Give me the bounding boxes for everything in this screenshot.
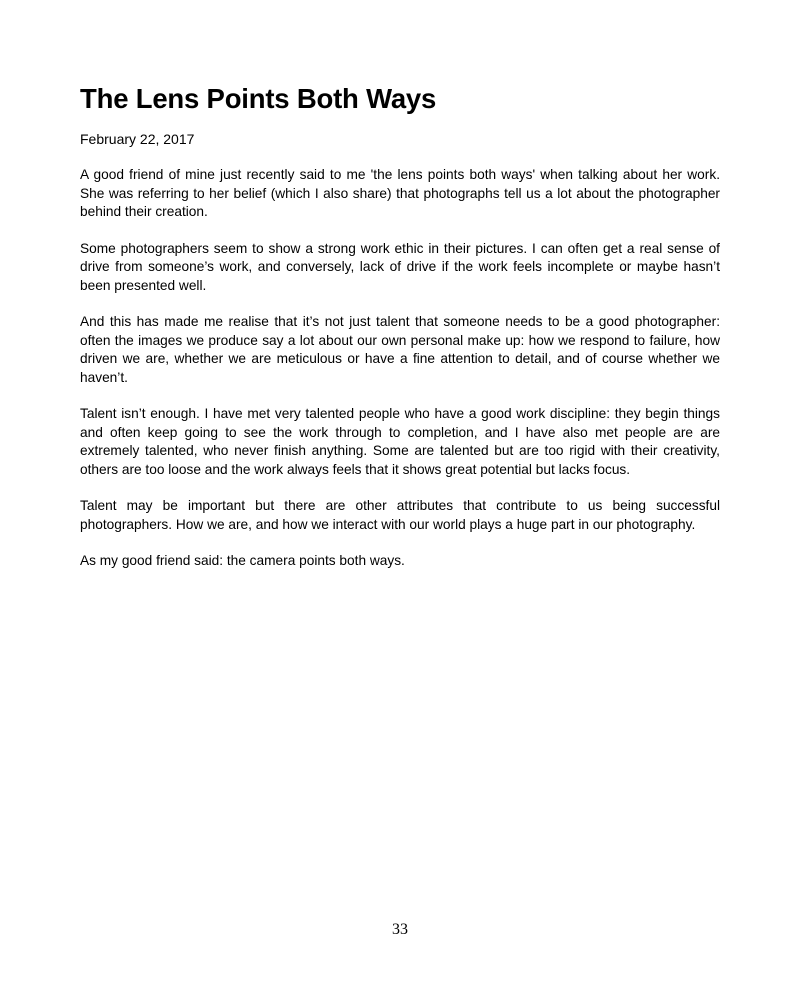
paragraph-1: A good friend of mine just recently said to me 'the lens points both ways' when talking about her work. She was referring to her belief (which I also share) that photographs tell us a lot about the photographer behind their creation. bbox=[80, 167, 720, 219]
paragraph-4: Talent isn’t enough. I have met very talented people who have a good work discipline: they begin things and often keep going to see the work through to completion, and I have also met people are are extremely talented, who never finish anything. Some are talented but are too rigid with their creativity, others are too loose and the work always feels that it shows great potential but lacks focus. bbox=[80, 406, 720, 477]
paragraph-2: Some photographers seem to show a strong work ethic in their pictures. I can often get a real sense of drive from someone’s work, and conversely, lack of drive if the work feels incomplete or maybe hasn’t been presented well. bbox=[80, 240, 720, 293]
article bbox=[80, 82, 720, 589]
page-number: 33 bbox=[392, 921, 408, 938]
article-body bbox=[80, 166, 720, 571]
paragraph-6: As my good friend said: the camera points both ways. bbox=[80, 553, 405, 568]
paragraph-5: Talent may be important but there are other attributes that contribute to us being successful photographers. How we are, and how we interact with our world plays a huge part in our photography. bbox=[80, 498, 720, 532]
paragraph-3: And this has made me realise that it’s not just talent that someone needs to be a good photographer: often the images we produce say a lot about our own personal make up: how we respond to failure, how driven we are, whether we are meticulous or have a fine attention to detail, and of course whether we haven’t. bbox=[80, 314, 720, 385]
post-date: February 22, 2017 bbox=[80, 131, 195, 147]
page-title: The Lens Points Both Ways bbox=[80, 83, 437, 114]
